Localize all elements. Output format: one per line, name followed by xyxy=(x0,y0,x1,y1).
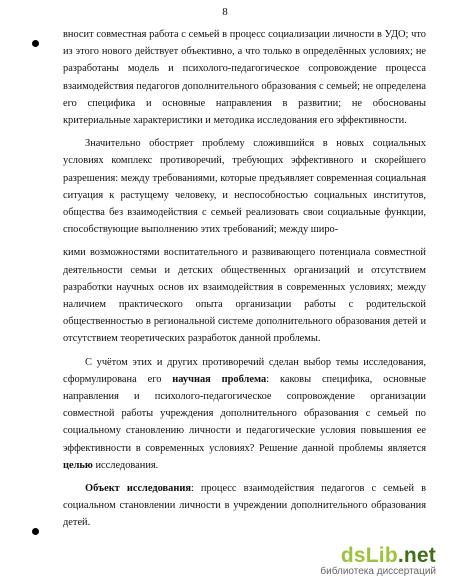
binder-hole-top xyxy=(32,40,39,47)
paragraph-2: Значительно обостряет проблему сложившийся в новых социальных условиях комплекс противоречий, требующих эффективного и скорейшего разрешения: между требованиями, которые предъявляет современная социальная ситуация к растущему человеку, и неспособностью социальных институтов, общества без взаимодействия с семьей реализовать свои социальные функции, способствующие выполнению этих требований; между широ- xyxy=(63,138,426,236)
paragraph-1: вносит совместная работа с семьей в процесс социализации личности в УДО; что из этого нового действует объективно, а что только в определённых условиях; не разработаны модель и психолого-педагогическое сопровождение процесса взаимодействия педагогов дополнительного образования с семьей; не определена его специфика и основные направления в развитии; не обоснованы критериальные характеристики и методика исследования его эффективности. xyxy=(63,29,426,127)
dslib-watermark xyxy=(320,544,436,577)
paragraph-4-text-a: С учётом этих и других противоречий сделан выбор темы исследования, сформулирована его xyxy=(63,356,426,385)
dslib-logo-main: dsLib xyxy=(340,544,398,567)
research-object-term: Объект исследования xyxy=(85,483,191,495)
paragraph-5-text-b: : процесс взаимодействия педагогов с семьей в социальном становлении личности в учреждении дополнительного образования детей. xyxy=(63,483,426,529)
paragraph-4-text-e: исследования. xyxy=(92,459,159,471)
paragraph-3: кими возможностями воспитательного и развивающего потенциала совместной деятельности семьи и детских общественных организаций и отсутствием разработки научных основ их взаимодействия в современных условиях; между наличием практического опыта организации работы с родительской общественностью в региональной системе дополнительного образования детей и отсутствием теоретических разработок данной проблемы. xyxy=(63,247,426,345)
paragraph-4-text-c: : каковы специфика, основные направления и психолого-педагогическое сопровождение организации совместной работы учреждения дополнительного образования с семьей по социальному становлению личности и педагогические условия повышения ее эффективности в современных условиях? Решение данной проблемы является xyxy=(63,373,426,454)
paragraph-5 xyxy=(63,480,426,532)
dslib-logo-tld: .net xyxy=(397,544,436,567)
paragraph-4 xyxy=(63,354,426,474)
dslib-subtitle: библиотека диссертаций xyxy=(320,566,436,577)
page-number: 8 xyxy=(222,6,228,18)
binder-hole-bottom xyxy=(32,528,39,535)
document-body xyxy=(63,26,426,538)
goal-term: целью xyxy=(63,459,93,471)
dslib-logo xyxy=(320,544,436,568)
scientific-problem-term: научная проблема xyxy=(172,373,267,385)
